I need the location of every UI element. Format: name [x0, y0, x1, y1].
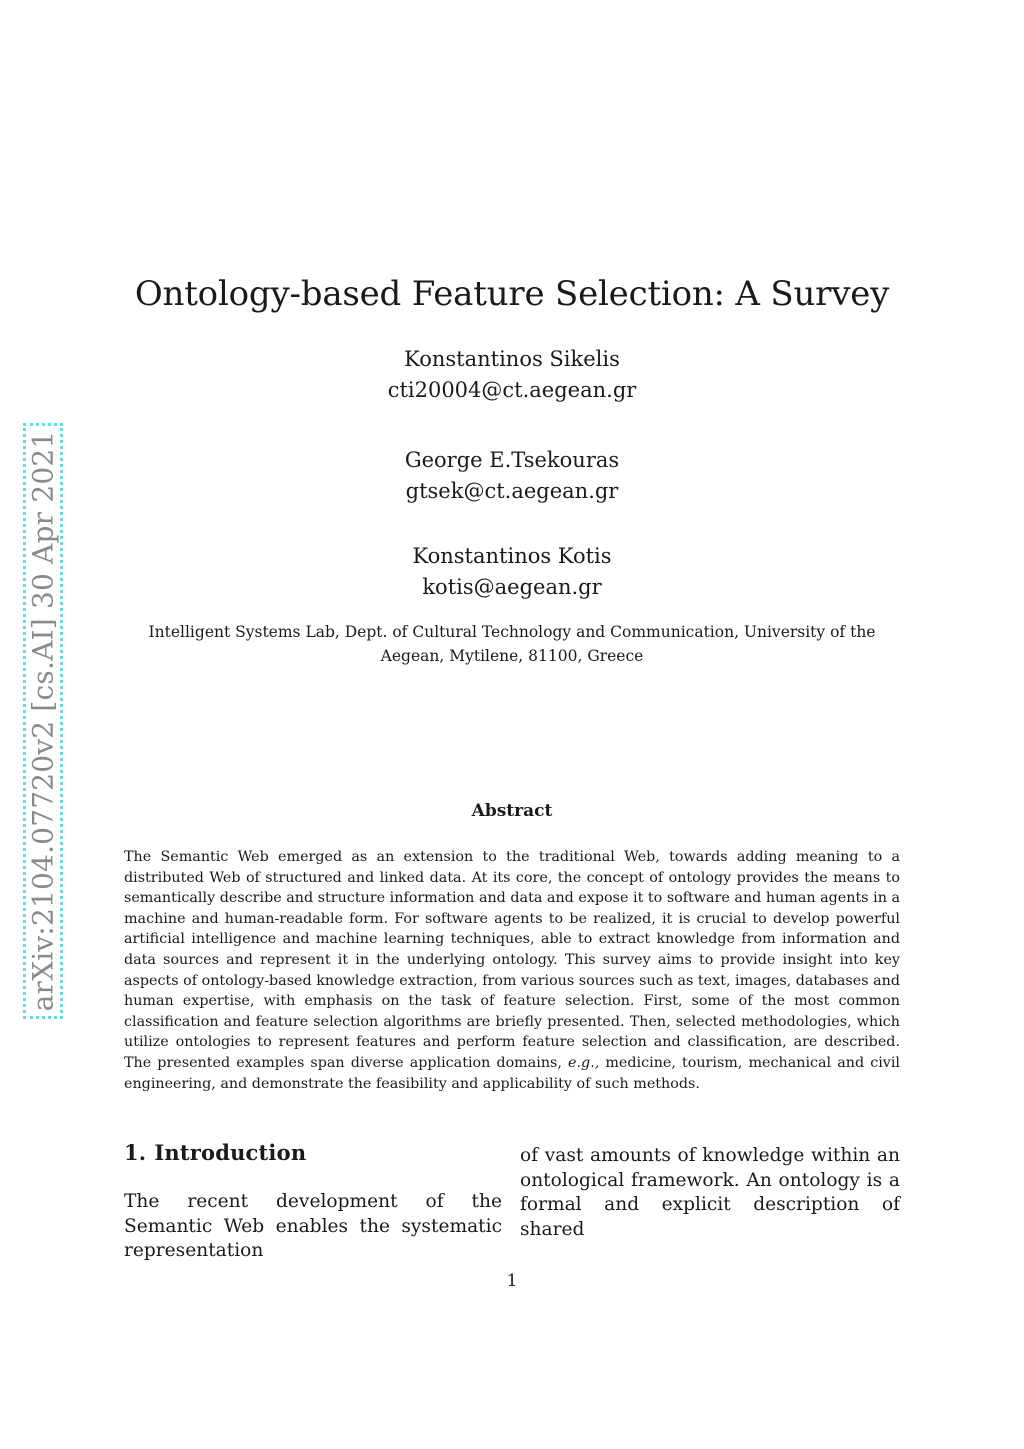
- abstract-eg: e.g.,: [568, 1054, 600, 1071]
- paper-title: Ontology-based Feature Selection: A Survey: [134, 274, 890, 314]
- author-name: George E.Tsekouras: [404, 448, 620, 472]
- abstract-text: The Semantic Web emerged as an extension to the traditional Web, towards adding meaning to a distributed Web of structured and linked data. At its core, the concept of ontology provides the means to semantically describe and structure information and data and expose it to software and human agents in a machine and human-readable form. For software agents to be realized, it is crucial to develop powerful artificial intelligence and machine learning techniques, able to extract knowledge from information and data sources and represent it in the underlying ontology. This survey aims to provide insight into key aspects of ontology-based knowledge extraction, from various sources such as text, images, databases and human expertise, with emphasis on the task of feature selection. First, some of the most common classification and feature selection algorithms are briefly presented. Then, selected methodologies, which utilize ontologies to represent features and perform feature selection and classification, are described. The presented examples span diverse application domains,: [124, 849, 900, 1071]
- abstract-body: [124, 847, 900, 1094]
- author-email: gtsek@ct.aegean.gr: [405, 479, 619, 503]
- arxiv-stamp: [23, 423, 63, 1019]
- section-title: Introduction: [154, 1140, 307, 1165]
- intro-left-column: The recent development of the Semantic Web enables the systematic representation: [124, 1191, 502, 1262]
- author-block: [0, 445, 1024, 507]
- arxiv-identifier: arXiv:2104.07720v2 [cs.AI] 30 Apr 2021: [26, 430, 60, 1012]
- author-block: [0, 541, 1024, 603]
- author-email: cti20004@ct.aegean.gr: [387, 378, 637, 402]
- section-number: 1.: [124, 1140, 147, 1165]
- affiliation: Intelligent Systems Lab, Dept. of Cultural Technology and Communication, University of the Aegean, Mytilene, 81100, Greece: [148, 623, 876, 665]
- abstract-text-end: medicine, tourism, mechanical and civil engineering, and demonstrate the feasibility and applicability of such methods.: [124, 1054, 900, 1092]
- section-heading-introduction: [124, 1140, 306, 1165]
- author-name: Konstantinos Sikelis: [404, 347, 620, 371]
- author-block: [0, 344, 1024, 406]
- author-name: Konstantinos Kotis: [412, 544, 612, 568]
- abstract-heading: Abstract: [471, 801, 553, 821]
- intro-right-column: of vast amounts of knowledge within an ontological framework. An ontology is a formal and explicit description of shared: [520, 1145, 900, 1240]
- author-email: kotis@aegean.gr: [422, 575, 602, 599]
- page-number: 1: [506, 1271, 518, 1291]
